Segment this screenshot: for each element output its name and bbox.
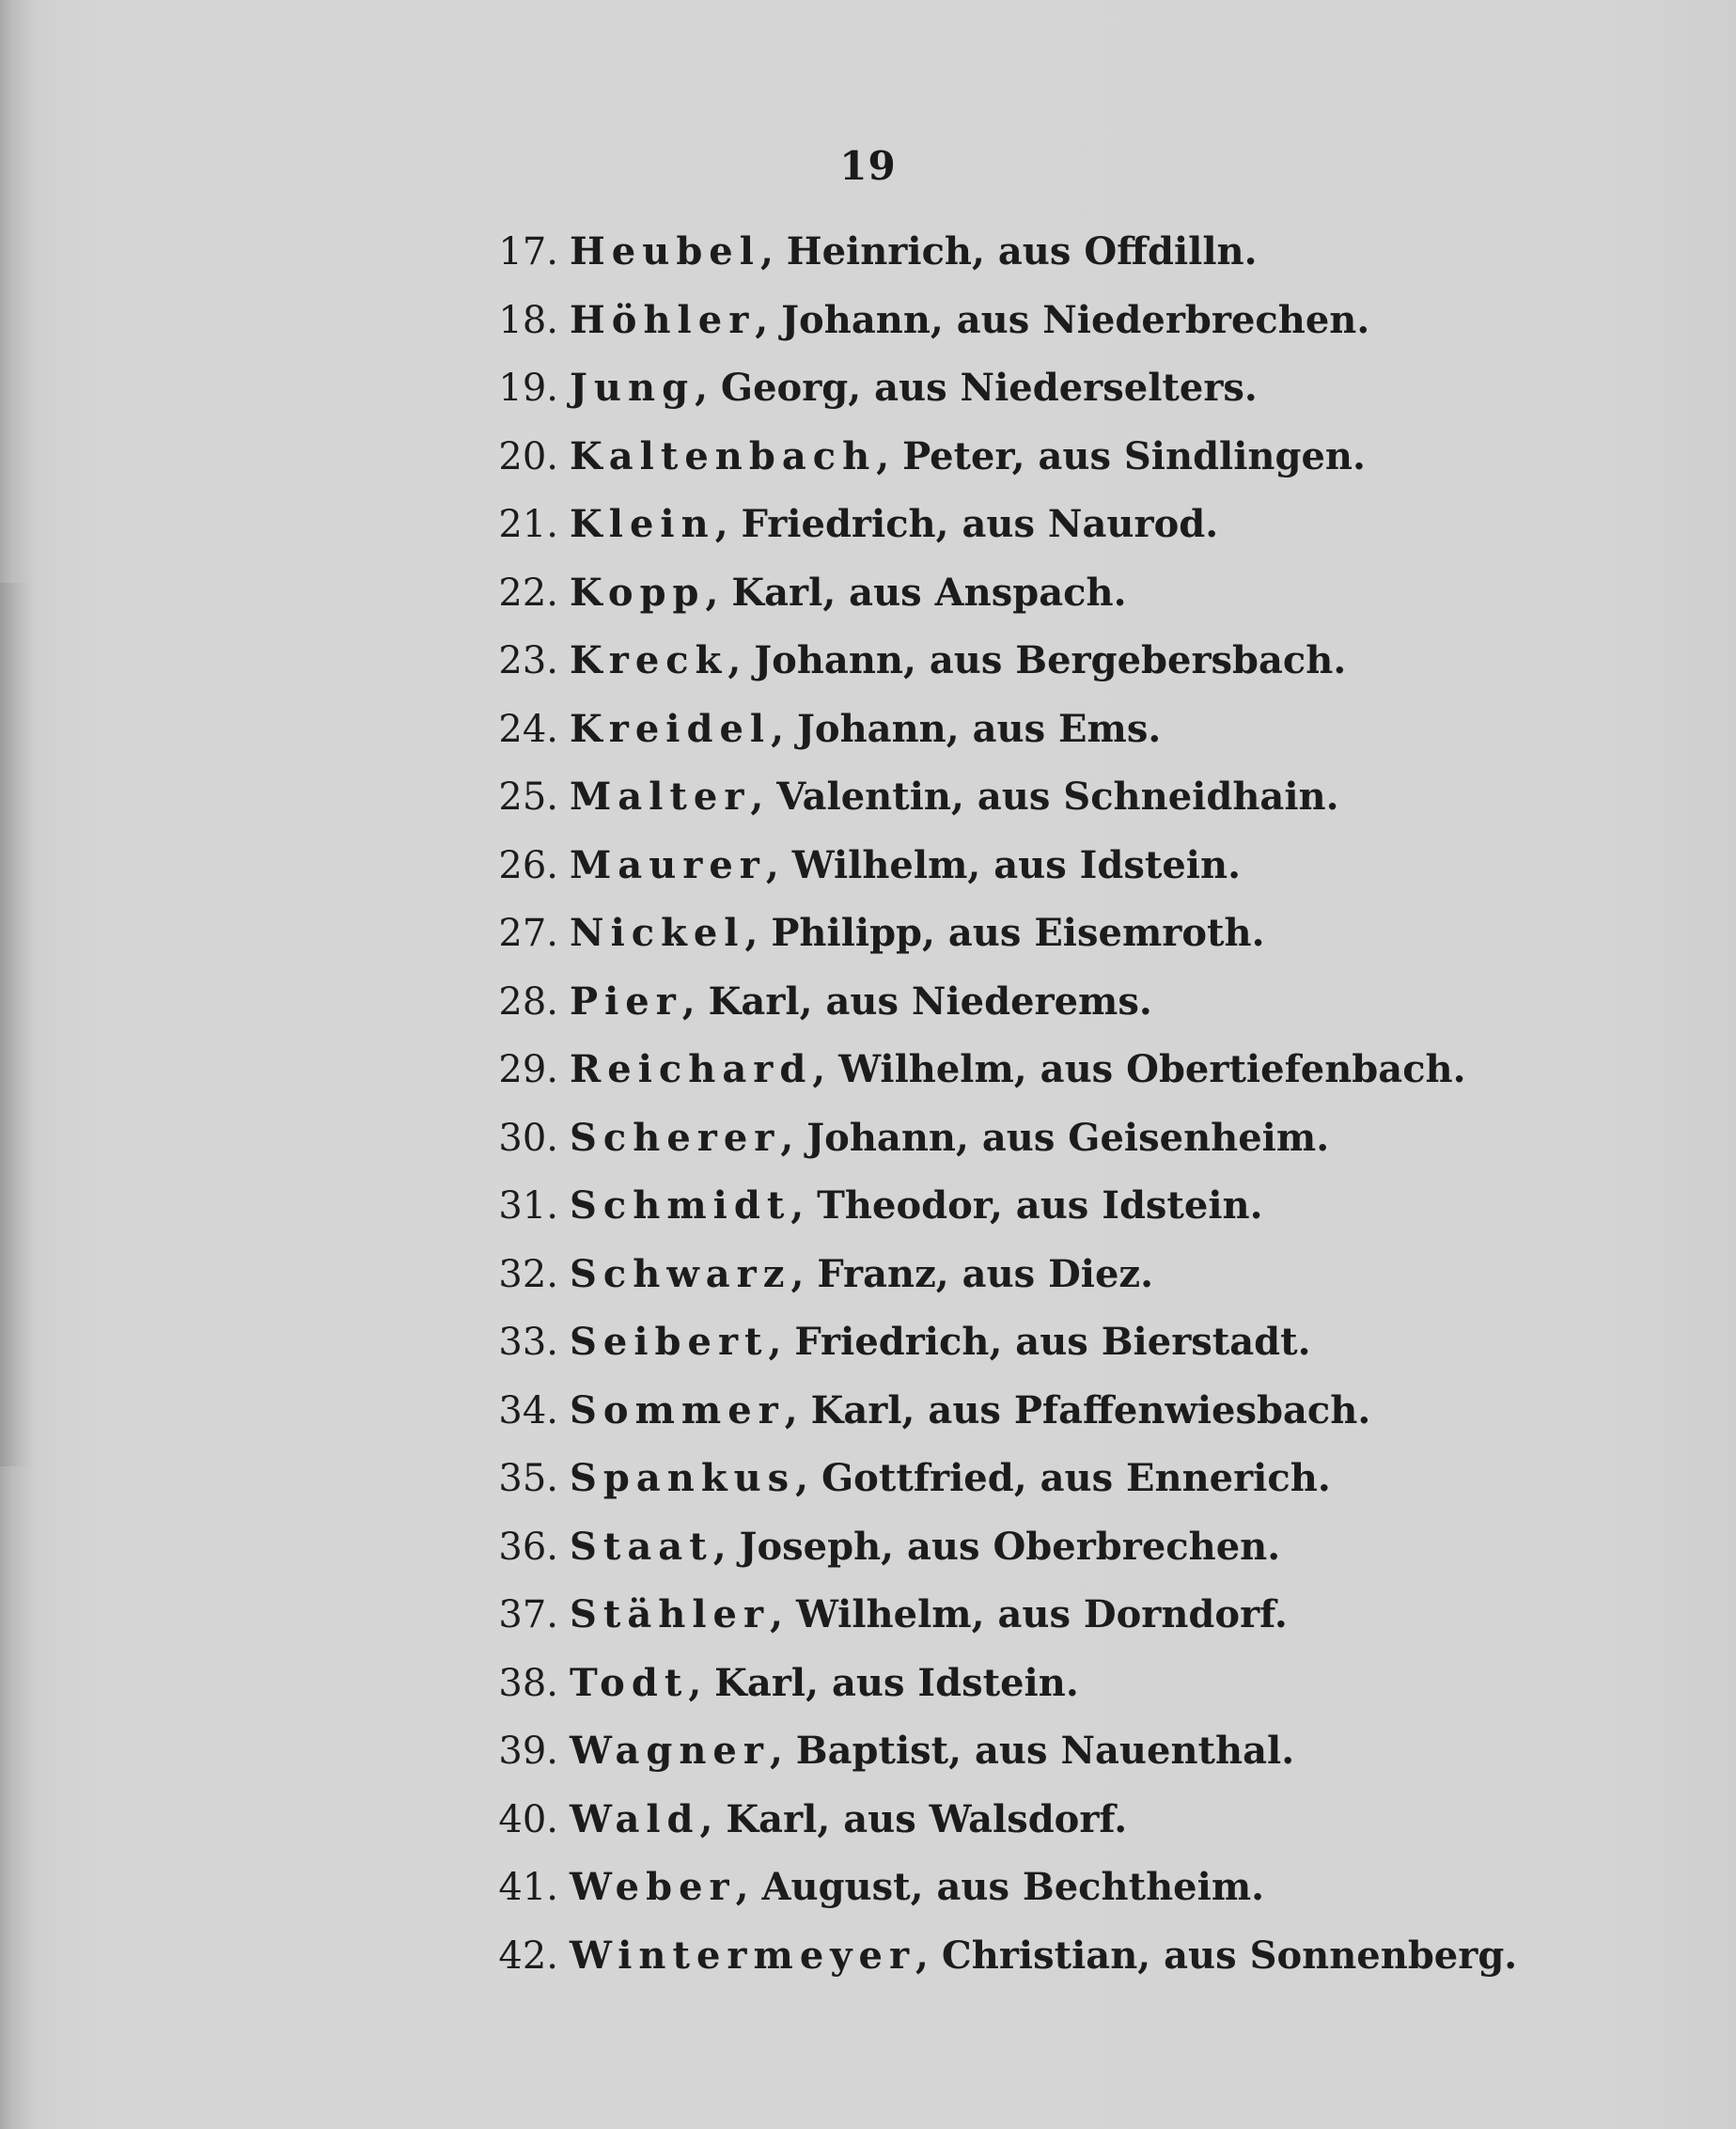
list-item: [477, 1104, 1699, 1173]
entry-surname: Schmidt: [570, 1183, 791, 1228]
entry-details: , Johann, aus Niederbrechen.: [755, 297, 1370, 342]
entry-number: 37.: [498, 1593, 558, 1636]
entry-details: , Baptist, aus Nauenthal.: [769, 1729, 1295, 1773]
entry-details: , August, aus Bechtheim.: [735, 1865, 1265, 1909]
entry-surname: Todt: [570, 1660, 689, 1705]
entry-number: 20.: [498, 434, 558, 478]
list-item: [477, 1377, 1699, 1446]
entry-number: 21.: [498, 503, 558, 546]
list-item: [477, 1513, 1699, 1582]
entry-surname: Sommer: [570, 1387, 785, 1432]
list-item: [477, 423, 1699, 492]
list-item: [477, 1786, 1699, 1855]
list-item: [477, 1308, 1699, 1377]
list-item: [477, 1922, 1699, 1991]
entry-surname: Weber: [570, 1865, 736, 1909]
entry-number: 35.: [498, 1457, 558, 1500]
entry-surname: Wagner: [570, 1729, 770, 1773]
list-item: [477, 900, 1699, 968]
entry-details: , Karl, aus Idstein.: [688, 1660, 1079, 1705]
entry-number: 22.: [498, 571, 558, 615]
list-item: [477, 1650, 1699, 1718]
entry-details: , Theodor, aus Idstein.: [790, 1183, 1263, 1228]
entry-details: , Valentin, aus Schneidhain.: [750, 775, 1339, 819]
entry-number: 31.: [498, 1184, 558, 1228]
entry-details: , Wilhelm, aus Dorndorf.: [770, 1592, 1288, 1636]
entry-surname: Wald: [570, 1796, 700, 1841]
entry-number: 26.: [498, 843, 558, 887]
entry-details: , Wilhelm, aus Idstein.: [765, 842, 1242, 887]
entry-surname: Spankus: [570, 1456, 796, 1500]
entry-details: , Gottfried, aus Ennerich.: [795, 1456, 1331, 1500]
entry-number: 24.: [498, 707, 558, 751]
entry-surname: Reichard: [570, 1047, 813, 1091]
page-number: 19: [839, 143, 897, 189]
entry-number: 36.: [498, 1525, 558, 1569]
entry-details: , Wilhelm, aus Obertiefenbach.: [812, 1047, 1466, 1091]
entry-number: 23.: [498, 639, 558, 682]
entry-surname: Kopp: [570, 570, 706, 615]
entry-number: 41.: [498, 1866, 558, 1909]
entry-surname: Maurer: [570, 842, 766, 887]
list-item: [477, 559, 1699, 628]
entry-details: , Heinrich, aus Offdilln.: [759, 229, 1258, 274]
entry-surname: Kreidel: [570, 706, 772, 751]
list-item: [477, 1036, 1699, 1104]
entry-details: , Philipp, aus Eisemroth.: [744, 911, 1265, 955]
entry-details: , Karl, aus Pfaffenwiesbach.: [784, 1387, 1371, 1432]
entry-details: , Christian, aus Sonnenberg.: [915, 1933, 1518, 1978]
list-item: [477, 1717, 1699, 1786]
entry-number: 25.: [498, 775, 558, 819]
entry-details: , Peter, aus Sindlingen.: [876, 433, 1366, 478]
entry-details: , Karl, aus Walsdorf.: [699, 1796, 1128, 1841]
binding-shadow: [0, 583, 32, 1466]
entry-surname: Pier: [570, 978, 682, 1024]
entry-surname: Schwarz: [570, 1251, 791, 1296]
list-item: [477, 1581, 1699, 1650]
entry-details: , Franz, aus Diez.: [790, 1251, 1154, 1296]
entry-surname: Stähler: [570, 1592, 771, 1636]
list-item: [477, 1241, 1699, 1309]
entry-details: , Georg, aus Niederselters.: [695, 366, 1258, 410]
list-item: [477, 287, 1699, 355]
entry-details: , Karl, aus Anspach.: [705, 570, 1127, 615]
list-item: [477, 832, 1699, 900]
entry-number: 34.: [498, 1388, 558, 1432]
entry-surname: Wintermeyer: [570, 1933, 916, 1978]
entry-number: 27.: [498, 912, 558, 955]
entry-details: , Karl, aus Niederems.: [681, 978, 1152, 1024]
list-item: [477, 763, 1699, 832]
entry-surname: Seibert: [570, 1320, 769, 1364]
list-item: [477, 968, 1699, 1037]
entry-details: , Friedrich, aus Naurod.: [714, 502, 1219, 546]
list-item: [477, 627, 1699, 696]
entry-number: 18.: [498, 298, 558, 342]
entry-surname: Heubel: [570, 229, 760, 274]
entry-surname: Höhler: [570, 297, 756, 342]
list-item: [477, 218, 1699, 287]
entry-number: 40.: [498, 1797, 558, 1841]
entry-details: , Johann, aus Bergebersbach.: [727, 638, 1347, 682]
entry-number: 19.: [498, 367, 558, 410]
entry-surname: Nickel: [570, 911, 745, 955]
entry-details: , Johann, aus Ems.: [771, 706, 1162, 751]
entry-number: 33.: [498, 1321, 558, 1364]
list-item: [477, 696, 1699, 764]
entry-details: , Joseph, aus Oberbrechen.: [712, 1524, 1281, 1569]
list-item: [477, 1854, 1699, 1922]
entry-number: 32.: [498, 1252, 558, 1296]
entry-number: 29.: [498, 1048, 558, 1091]
entry-surname: Klein: [570, 502, 715, 546]
list-item: [477, 1445, 1699, 1513]
entry-surname: Jung: [570, 366, 696, 410]
entry-number: 42.: [498, 1933, 558, 1978]
entry-surname: Kreck: [570, 638, 728, 682]
entry-surname: Staat: [570, 1524, 713, 1569]
entry-number: 39.: [498, 1730, 558, 1773]
entry-number: 17.: [498, 230, 558, 274]
entry-number: 30.: [498, 1116, 558, 1160]
list-item: [477, 1172, 1699, 1241]
name-list: [477, 218, 1699, 1990]
entry-surname: Kaltenbach: [570, 433, 877, 478]
list-item: [477, 491, 1699, 559]
entry-surname: Scherer: [570, 1115, 781, 1160]
entry-details: , Friedrich, aus Bierstadt.: [768, 1320, 1311, 1364]
entry-details: , Johann, aus Geisenheim.: [780, 1115, 1330, 1160]
entry-number: 38.: [498, 1661, 558, 1705]
entry-number: 28.: [498, 979, 558, 1024]
list-item: [477, 354, 1699, 423]
entry-surname: Malter: [570, 775, 751, 819]
